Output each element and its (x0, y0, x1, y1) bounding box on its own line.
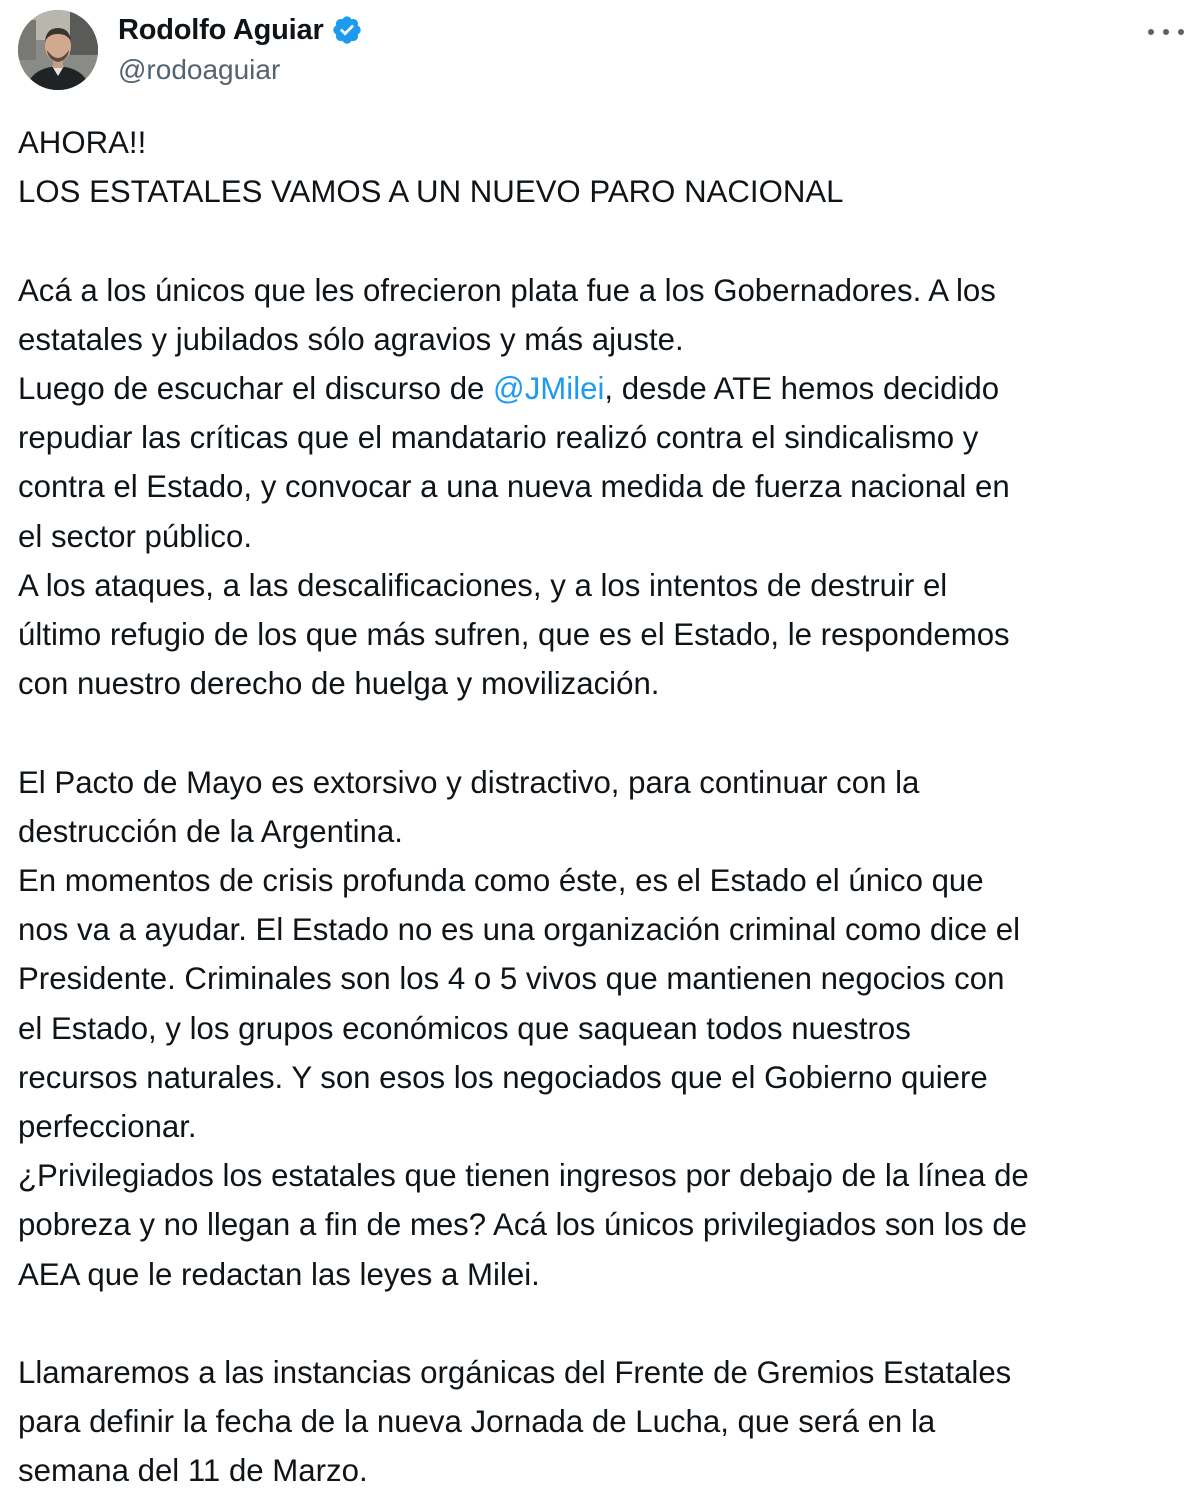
tweet-header (18, 10, 1184, 92)
avatar[interactable] (18, 10, 98, 90)
tweet-line: Presidente. Criminales son los 4 o 5 vivos que mantienen negocios con (18, 961, 1005, 997)
tweet-text-segment: , desde ATE hemos decidido (604, 371, 1000, 406)
tweet-line: En momentos de crisis profunda como éste, es el Estado el único que (18, 863, 984, 899)
more-dot (1148, 29, 1154, 35)
tweet-line: estatales y jubilados sólo agravios y más ajuste. (18, 321, 684, 357)
tweet-line: Llamaremos a las instancias orgánicas del Frente de Gremios Estatales (18, 1355, 1012, 1391)
tweet-line: ¿Privilegiados los estatales que tienen ingresos por debajo de la línea de (18, 1158, 1029, 1194)
mention-link[interactable]: @JMilei (493, 371, 605, 406)
tweet-line: último refugio de los que más sufren, que es el Estado, le respondemos (18, 617, 1010, 653)
paragraph-gap (18, 708, 1184, 757)
paragraph-gap (18, 216, 1184, 265)
tweet-line: nos va a ayudar. El Estado no es una organización criminal como dice el (18, 912, 1021, 948)
name-row (118, 12, 363, 48)
tweet-line: contra el Estado, y convocar a una nueva medida de fuerza nacional en (18, 469, 1010, 505)
display-name[interactable]: Rodolfo Aguiar (118, 13, 324, 46)
tweet-line: el Estado, y los grupos económicos que saquean todos nuestros (18, 1010, 911, 1046)
tweet-text (18, 118, 1184, 1496)
more-options-icon[interactable] (1148, 20, 1184, 44)
tweet-line: perfeccionar. (18, 1109, 197, 1145)
verified-badge-icon (331, 14, 363, 46)
tweet-line: pobreza y no llegan a fin de mes? Acá los únicos privilegiados son los de (18, 1207, 1028, 1243)
author-handle[interactable]: @rodoaguiar (118, 54, 281, 85)
tweet-line: AEA que le redactan las leyes a Milei. (18, 1256, 540, 1292)
tweet-line: AHORA!! (18, 125, 147, 160)
tweet-line: con nuestro derecho de huelga y movilización. (18, 666, 660, 702)
tweet-line: repudiar las críticas que el mandatario realizó contra el sindicalismo y (18, 420, 979, 456)
tweet-line: el sector público. (18, 518, 253, 554)
more-dot (1178, 29, 1184, 35)
tweet-line: para definir la fecha de la nueva Jornada de Lucha, que será en la (18, 1404, 936, 1440)
tweet-text-segment: Luego de escuchar el discurso de (18, 371, 494, 406)
tweet-line-with-mention (18, 364, 1184, 413)
tweet-line: LOS ESTATALES VAMOS A UN NUEVO PARO NACIONAL (18, 174, 844, 210)
tweet-line: Acá a los únicos que les ofrecieron plata fue a los Gobernadores. A los (18, 272, 996, 308)
tweet-line: semana del 11 de Marzo. (18, 1453, 368, 1489)
tweet-line: A los ataques, a las descalificaciones, y a los intentos de destruir el (18, 567, 948, 603)
paragraph-gap (18, 1299, 1184, 1348)
more-dot (1163, 29, 1169, 35)
tweet-line: destrucción de la Argentina. (18, 813, 403, 849)
tweet-line: recursos naturales. Y son esos los negociados que el Gobierno quiere (18, 1059, 988, 1095)
tweet-line: El Pacto de Mayo es extorsivo y distractivo, para continuar con la (18, 764, 920, 800)
author-info (118, 12, 363, 86)
